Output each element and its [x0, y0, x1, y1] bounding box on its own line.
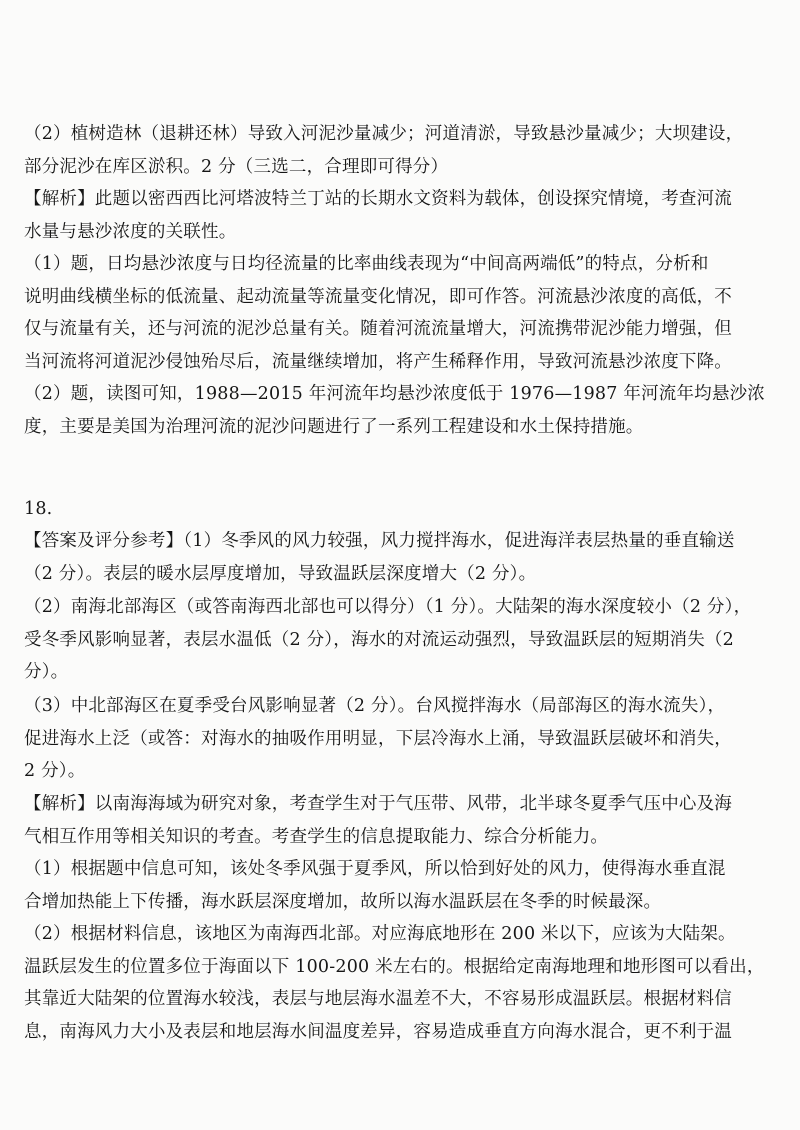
text-line: 仅与流量有关，还与河流的泥沙总量有关。随着河流流量增大，河流携带泥沙能力增强，但: [24, 319, 732, 339]
text-line: 当河流将河道泥沙侵蚀殆尽后，流量继续增加，将产生稀释作用，导致河流悬沙浓度下降。: [24, 351, 732, 372]
text-line: 气相互作用等相关知识的考查。考查学生的信息提取能力、综合分析能力。: [24, 826, 609, 847]
text-line: （2）南海北部海区（或答南海西北部也可以得分）（1 分）。大陆架的海水深度较小（2 分），: [24, 597, 752, 617]
text-line: （1）根据题中信息可知，该处冬季风强于夏季风，所以恰到好处的风力，使得海水垂直混: [24, 859, 726, 879]
text-line: 部分泥沙在库区淤积。2 分（三选二，合理即可得分）: [24, 156, 449, 177]
text-line: 2 分）。: [24, 761, 86, 781]
text-line: （1）题，日均悬沙浓度与日均径流量的比率曲线表现为“中间高两端低”的特点，分析和: [24, 254, 709, 274]
text-line: 【解析】此题以密西西比河塔波特兰丁站的长期水文资料为载体，创设探究情境，考查河流: [24, 189, 732, 209]
q18-analysis: [24, 788, 784, 1048]
text-line: 受冬季风影响显著，表层水温低（2 分），海水的对流运动强烈，导致温跃层的短期消失（2: [24, 629, 734, 650]
text-line: 温跃层发生的位置多位于海面以下 100-200 米左右的。根据给定南海地理和地形图可以看出，: [24, 956, 765, 977]
q18-answer-part2: [24, 591, 784, 689]
q18-answer-part1: [24, 525, 784, 590]
text-line: （2）植树造林（退耕还林）导致入河泥沙量减少；河道清淤，导致悬沙量减少；大坝建设，: [24, 124, 744, 144]
text-line: 说明曲线横坐标的低流量、起动流量等流量变化情况，即可作答。河流悬沙浓度的高低，不: [24, 286, 732, 307]
question-number: 18.: [24, 499, 53, 519]
text-line: （3）中北部海区在夏季受台风影响显著（2 分）。台风搅拌海水（局部海区的海水流失），: [24, 696, 726, 716]
q17-part2-answer: [24, 118, 784, 183]
text-line: 息，南海风力大小及表层和地层海水间温度差异，容易造成垂直方向海水混合，更不利于温: [24, 1021, 732, 1042]
q17-analysis: [24, 183, 784, 443]
text-line: 合增加热能上下传播，海水跃层深度增加，故所以海水温跃层在冬季的时候最深。: [24, 891, 662, 912]
text-line: 【解析】以南海海域为研究对象，考查学生对于气压带、风带，北半球冬夏季气压中心及海: [24, 794, 732, 814]
text-line: 水量与悬沙浓度的关联性。: [24, 221, 237, 242]
text-line: （2）根据材料信息，该地区为南海西北部。对应海底地形在 200 米以下，应该为大陆架。: [24, 924, 736, 944]
text-line: 其靠近大陆架的位置海水较浅，表层与地层海水温差不大，不容易形成温跃层。根据材料信: [24, 989, 732, 1009]
text-line: 促进海水上泛（或答：对海水的抽吸作用明显，下层冷海水上涌，导致温跃层破坏和消失，: [24, 728, 732, 749]
text-line: 度，主要是美国为治理河流的泥沙问题进行了一系列工程建设和水土保持措施。: [24, 416, 644, 437]
text-line: 【答案及评分参考】（1）冬季风的风力较强，风力搅拌海水，促进海洋表层热量的垂直输送: [24, 531, 735, 551]
q18-answer-part3: [24, 690, 784, 788]
text-line: （2 分）。表层的暖水层厚度增加，导致温跃层深度增大（2 分）。: [24, 563, 537, 584]
question-number-18: [24, 493, 784, 526]
text-line: 分）。: [24, 662, 69, 682]
text-line: （2）题，读图可知，1988—2015 年河流年均悬沙浓度低于 1976—1987 年河流年均悬沙浓: [24, 384, 765, 404]
